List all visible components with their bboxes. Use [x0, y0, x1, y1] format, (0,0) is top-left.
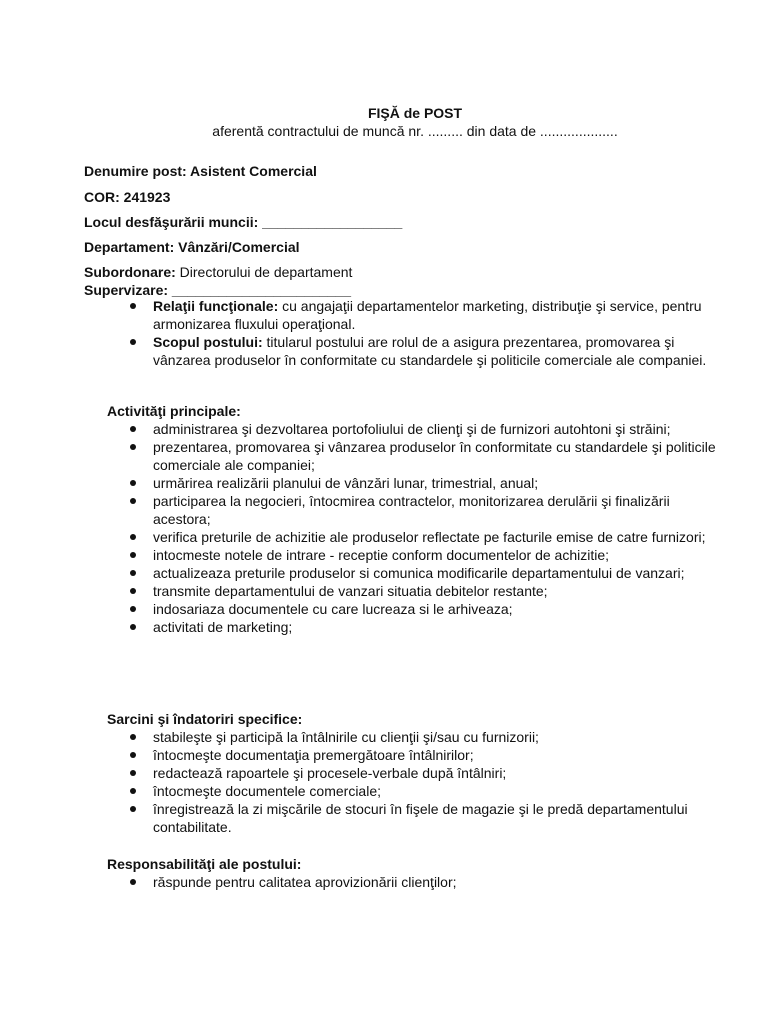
title-block	[0, 104, 768, 140]
list-item: participarea la negocieri, întocmirea contractelor, monitorizarea derulării şi finalizării acestora;	[130, 492, 730, 528]
intro-list	[130, 297, 730, 369]
list-item: înregistrează la zi mişcările de stocuri în fişele de magazie şi le predă departamentului contabilitate.	[130, 800, 730, 836]
list-item: întocmeşte documentaţia premergătoare întâlnirilor;	[130, 746, 730, 764]
list-item: răspunde pentru calitatea aprovizionării clienţilor;	[130, 873, 730, 891]
field-subordonare: Subordonare: Directorului de departament	[84, 264, 353, 280]
document-subtitle: aferentă contractului de muncă nr. ......... din data de ....................	[212, 123, 618, 139]
field-cor: COR: 241923	[84, 189, 171, 205]
activitati-list	[130, 420, 730, 636]
list-item: prezentarea, promovarea şi vânzarea produselor în conformitate cu standardele şi politicile comerciale ale companiei;	[130, 438, 730, 474]
field-supervizare: Supervizare: _______________________	[84, 282, 352, 298]
list-item: întocmeşte documentele comerciale;	[130, 782, 730, 800]
list-item: Scopul postului: titularul postului are rolul de a asigura prezentarea, promovarea şi vânzarea produselor în conformitate cu standardele şi politicile comerciale ale companiei.	[130, 333, 730, 369]
sarcini-list	[130, 728, 730, 836]
list-item: urmărirea realizării planului de vânzări lunar, trimestrial, anual;	[130, 474, 730, 492]
section-heading-activitati: Activităţi principale:	[107, 403, 241, 419]
list-item: administrarea şi dezvoltarea portofoliului de clienţi şi de furnizori autohtoni şi străini;	[130, 420, 730, 438]
field-denumire: Denumire post: Asistent Comercial	[84, 163, 317, 179]
list-item: Relaţii funcţionale: cu angajaţii departamentelor marketing, distribuţie şi service, pentru armonizarea fluxului operaţional.	[130, 297, 730, 333]
section-heading-responsabilitati: Responsabilităţi ale postului:	[107, 856, 302, 872]
list-item: activitati de marketing;	[130, 618, 730, 636]
list-item: intocmeste notele de intrare - receptie conform documentelor de achizitie;	[130, 546, 730, 564]
list-item: indosariaza documentele cu care lucreaza si le arhiveaza;	[130, 600, 730, 618]
document-title: FIŞĂ de POST	[367, 105, 463, 121]
list-item: verifica preturile de achizitie ale produselor reflectate pe facturile emise de catre furnizori;	[130, 528, 730, 546]
field-departament: Departament: Vânzări/Comercial	[84, 239, 300, 255]
responsabilitati-list	[130, 873, 730, 891]
list-item: actualizeaza preturile produselor si comunica modificarile departamentului de vanzari;	[130, 564, 730, 582]
list-item: stabileşte şi participă la întâlnirile cu clienţii şi/sau cu furnizorii;	[130, 728, 730, 746]
field-locul: Locul desfăşurării muncii: __________________	[84, 214, 403, 230]
list-item: transmite departamentului de vanzari situatia debitelor restante;	[130, 582, 730, 600]
section-heading-sarcini: Sarcini şi îndatoriri specifice:	[107, 711, 303, 727]
list-item: redactează rapoartele şi procesele-verbale după întâlniri;	[130, 764, 730, 782]
